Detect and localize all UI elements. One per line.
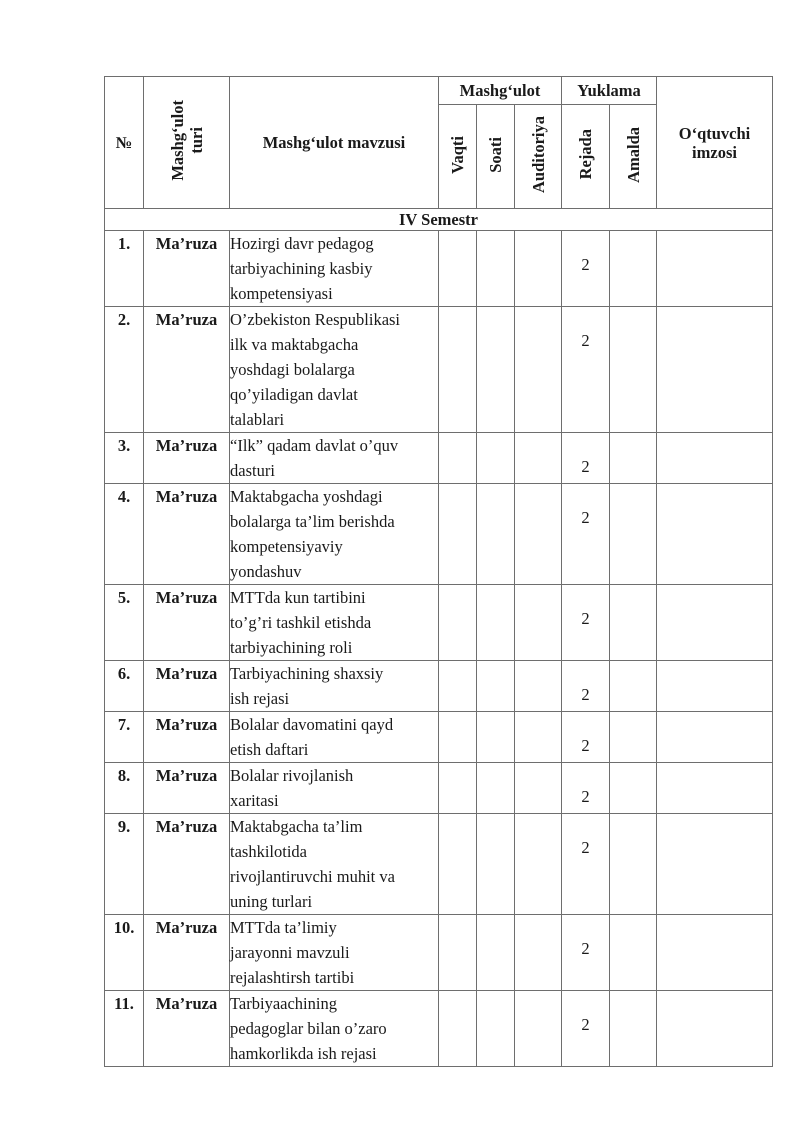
row-topic-line: yondashuv xyxy=(230,562,302,581)
row-topic xyxy=(230,814,439,915)
row-soati xyxy=(477,915,515,991)
row-amalda xyxy=(610,231,657,307)
row-soati xyxy=(477,433,515,484)
row-soati xyxy=(477,661,515,712)
row-amalda xyxy=(610,585,657,661)
row-lesson-type: Ma’ruza xyxy=(144,433,230,484)
header-signature-line1: O‘qtuvchi xyxy=(678,123,751,143)
row-vaqti xyxy=(439,585,477,661)
row-topic-line: MTTda kun tartibini xyxy=(230,588,366,607)
header-lesson-type xyxy=(144,77,230,209)
row-rejada-value: 2 xyxy=(581,609,590,628)
row-vaqti xyxy=(439,991,477,1067)
row-signature xyxy=(657,814,773,915)
row-topic-line: ilk va maktabgacha xyxy=(230,335,359,354)
row-signature xyxy=(657,991,773,1067)
table-row xyxy=(105,484,773,585)
row-topic-line: etish daftari xyxy=(230,740,309,759)
row-number: 6. xyxy=(105,661,144,712)
row-number: 8. xyxy=(105,763,144,814)
row-rejada xyxy=(562,307,610,433)
header-number-label: № xyxy=(115,133,133,152)
row-number: 10. xyxy=(105,915,144,991)
row-rejada-value: 2 xyxy=(581,736,590,755)
row-auditoriya xyxy=(515,814,562,915)
row-topic xyxy=(230,991,439,1067)
row-topic xyxy=(230,585,439,661)
row-lesson-type: Ma’ruza xyxy=(144,991,230,1067)
row-soati xyxy=(477,484,515,585)
row-number: 11. xyxy=(105,991,144,1067)
row-topic-line: tarbiyachining kasbiy xyxy=(230,259,373,278)
row-lesson-type: Ma’ruza xyxy=(144,307,230,433)
row-number: 9. xyxy=(105,814,144,915)
row-topic-line: xaritasi xyxy=(230,791,279,810)
header-lesson-type-label xyxy=(168,100,206,181)
row-soati xyxy=(477,814,515,915)
row-amalda xyxy=(610,484,657,585)
header-soati-label: Soati xyxy=(486,136,505,173)
table-row xyxy=(105,814,773,915)
row-rejada-value: 2 xyxy=(581,838,590,857)
row-rejada xyxy=(562,433,610,484)
row-signature xyxy=(657,661,773,712)
row-lesson-type: Ma’ruza xyxy=(144,585,230,661)
header-rejada-label: Rejada xyxy=(576,129,596,180)
row-signature xyxy=(657,231,773,307)
row-rejada xyxy=(562,763,610,814)
row-signature xyxy=(657,915,773,991)
row-rejada-value: 2 xyxy=(581,255,590,274)
row-topic-line: talablari xyxy=(230,410,285,429)
row-auditoriya xyxy=(515,433,562,484)
row-amalda xyxy=(610,433,657,484)
header-soati xyxy=(477,105,515,209)
row-auditoriya xyxy=(515,585,562,661)
table-row xyxy=(105,915,773,991)
row-rejada-value: 2 xyxy=(581,939,590,958)
row-topic-line: tarbiyachining roli xyxy=(230,638,353,657)
row-rejada-value: 2 xyxy=(581,457,590,476)
row-rejada-value: 2 xyxy=(581,685,590,704)
row-rejada xyxy=(562,712,610,763)
row-auditoriya xyxy=(515,484,562,585)
row-vaqti xyxy=(439,433,477,484)
row-rejada-value: 2 xyxy=(581,508,590,527)
row-lesson-type: Ma’ruza xyxy=(144,763,230,814)
row-vaqti xyxy=(439,661,477,712)
row-number: 7. xyxy=(105,712,144,763)
row-topic xyxy=(230,661,439,712)
row-topic-line: Tarbiyachining shaxsiy xyxy=(230,664,384,683)
header-vaqti xyxy=(439,105,477,209)
header-lesson-type-line1: Mashg‘ulot xyxy=(167,100,187,181)
row-soati xyxy=(477,585,515,661)
row-topic xyxy=(230,915,439,991)
row-topic-line: Maktabgacha ta’lim xyxy=(230,817,363,836)
lesson-journal-table xyxy=(104,76,773,1067)
row-vaqti xyxy=(439,814,477,915)
row-signature xyxy=(657,712,773,763)
table-row xyxy=(105,763,773,814)
table-row xyxy=(105,231,773,307)
row-rejada xyxy=(562,814,610,915)
row-vaqti xyxy=(439,712,477,763)
row-amalda xyxy=(610,763,657,814)
row-topic-line: dasturi xyxy=(230,461,275,480)
row-topic-line: kompetensiyaviy xyxy=(230,537,343,556)
row-topic xyxy=(230,433,439,484)
row-vaqti xyxy=(439,915,477,991)
row-rejada xyxy=(562,585,610,661)
header-topic: Mashg‘ulot mavzusi xyxy=(230,77,439,209)
header-signature xyxy=(657,77,773,209)
row-lesson-type: Ma’ruza xyxy=(144,484,230,585)
journal-body xyxy=(105,209,773,1067)
header-auditoriya-label: Auditoriya xyxy=(528,115,548,193)
table-row xyxy=(105,433,773,484)
row-topic-line: O’zbekiston Respublikasi xyxy=(230,310,401,329)
row-topic-line: tashkilotida xyxy=(230,842,307,861)
row-topic xyxy=(230,484,439,585)
row-amalda xyxy=(610,307,657,433)
row-rejada xyxy=(562,661,610,712)
row-topic-line: qo’yiladigan davlat xyxy=(230,385,358,404)
row-topic xyxy=(230,231,439,307)
row-number: 2. xyxy=(105,307,144,433)
header-group-mashgulot: Mashg‘ulot xyxy=(439,77,562,105)
header-signature-line2: imzosi xyxy=(692,142,737,162)
row-auditoriya xyxy=(515,661,562,712)
row-rejada xyxy=(562,484,610,585)
table-row xyxy=(105,712,773,763)
row-topic-line: yoshdagi bolalarga xyxy=(230,360,355,379)
row-soati xyxy=(477,712,515,763)
row-topic-line: rivojlantiruvchi muhit va xyxy=(230,867,395,886)
row-topic-line: jarayonni mavzuli xyxy=(230,943,350,962)
row-lesson-type: Ma’ruza xyxy=(144,712,230,763)
row-lesson-type: Ma’ruza xyxy=(144,915,230,991)
row-amalda xyxy=(610,712,657,763)
row-auditoriya xyxy=(515,231,562,307)
row-soati xyxy=(477,307,515,433)
row-rejada xyxy=(562,231,610,307)
row-lesson-type: Ma’ruza xyxy=(144,814,230,915)
row-lesson-type: Ma’ruza xyxy=(144,661,230,712)
row-topic-line: to’g’ri tashkil etishda xyxy=(230,613,372,632)
row-number: 3. xyxy=(105,433,144,484)
row-topic-line: Tarbiyaachining xyxy=(230,994,337,1013)
row-topic-line: Bolalar rivojlanish xyxy=(230,766,354,785)
row-topic-line: Hozirgi davr pedagog xyxy=(230,234,374,253)
header-amalda-label: Amalda xyxy=(623,126,643,183)
row-signature xyxy=(657,307,773,433)
row-topic-line: Maktabgacha yoshdagi xyxy=(230,487,383,506)
row-amalda xyxy=(610,814,657,915)
row-topic-line: rejalashtirsh tartibi xyxy=(230,968,355,987)
row-topic-line: kompetensiyasi xyxy=(230,284,333,303)
row-topic-line: hamkorlikda ish rejasi xyxy=(230,1044,377,1063)
row-topic xyxy=(230,763,439,814)
row-soati xyxy=(477,991,515,1067)
table-row xyxy=(105,661,773,712)
row-soati xyxy=(477,763,515,814)
row-soati xyxy=(477,231,515,307)
row-rejada xyxy=(562,915,610,991)
header-vaqti-label: Vaqti xyxy=(448,135,467,174)
row-signature xyxy=(657,433,773,484)
row-auditoriya xyxy=(515,991,562,1067)
row-auditoriya xyxy=(515,712,562,763)
row-topic xyxy=(230,712,439,763)
row-rejada xyxy=(562,991,610,1067)
row-topic-line: Bolalar davomatini qayd xyxy=(230,715,394,734)
row-number: 5. xyxy=(105,585,144,661)
row-rejada-value: 2 xyxy=(581,331,590,350)
row-topic-line: “Ilk” qadam davlat o’quv xyxy=(230,436,399,455)
row-topic-line: uning turlari xyxy=(230,892,313,911)
row-rejada-value: 2 xyxy=(581,787,590,806)
row-amalda xyxy=(610,991,657,1067)
row-signature xyxy=(657,585,773,661)
header-number xyxy=(105,77,144,209)
row-topic-line: ish rejasi xyxy=(230,689,290,708)
row-number: 1. xyxy=(105,231,144,307)
table-row xyxy=(105,307,773,433)
row-lesson-type: Ma’ruza xyxy=(144,231,230,307)
row-vaqti xyxy=(439,484,477,585)
table-row xyxy=(105,585,773,661)
row-vaqti xyxy=(439,307,477,433)
row-amalda xyxy=(610,915,657,991)
row-topic-line: bolalarga ta’lim berishda xyxy=(230,512,395,531)
row-signature xyxy=(657,763,773,814)
row-amalda xyxy=(610,661,657,712)
header-auditoriya xyxy=(515,105,562,209)
row-signature xyxy=(657,484,773,585)
header-group-yuklama: Yuklama xyxy=(562,77,657,105)
semester-title: IV Semestr xyxy=(105,209,773,231)
row-auditoriya xyxy=(515,763,562,814)
header-rejada xyxy=(562,105,610,209)
row-vaqti xyxy=(439,231,477,307)
row-vaqti xyxy=(439,763,477,814)
row-auditoriya xyxy=(515,915,562,991)
table-row xyxy=(105,991,773,1067)
row-number: 4. xyxy=(105,484,144,585)
row-topic xyxy=(230,307,439,433)
row-auditoriya xyxy=(515,307,562,433)
header-amalda xyxy=(610,105,657,209)
row-topic-line: pedagoglar bilan o’zaro xyxy=(230,1019,387,1038)
row-topic-line: MTTda ta’limiy xyxy=(230,918,337,937)
row-rejada-value: 2 xyxy=(581,1015,590,1034)
header-lesson-type-line2: turi xyxy=(186,127,206,154)
